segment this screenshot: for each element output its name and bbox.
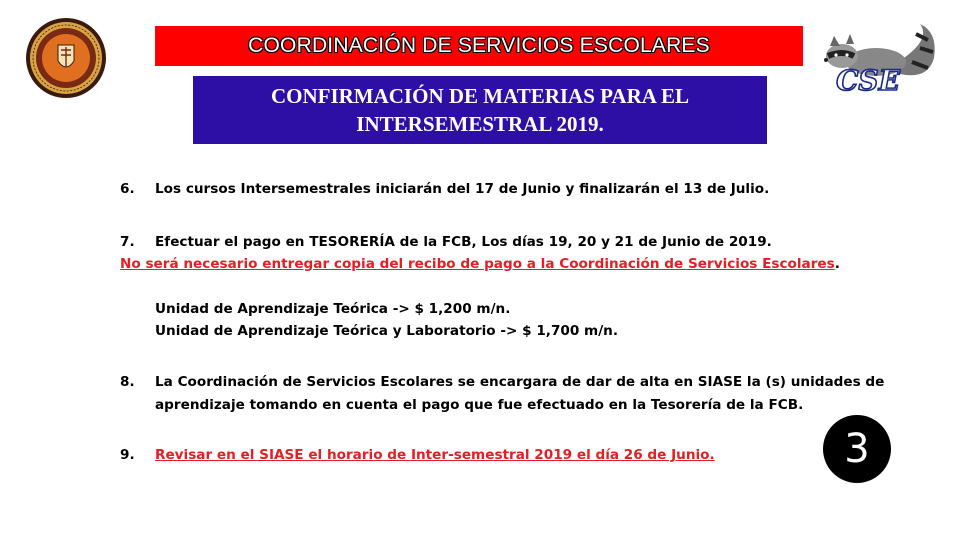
item-7-note-row <box>120 256 840 272</box>
item-9-text: Revisar en el SIASE el horario de Inter-semestral 2019 el día 26 de Junio. <box>155 447 715 463</box>
item-8-number: 8. <box>120 374 135 390</box>
item-7-number: 7. <box>120 234 135 250</box>
item-6-number: 6. <box>120 181 135 197</box>
page-title: COORDINACIÓN DE SERVICIOS ESCOLARES <box>248 34 710 57</box>
item-6-text: Los cursos Intersemestrales iniciarán del 17 de Junio y finalizarán el 13 de Julio. <box>155 181 770 197</box>
item-7-text: Efectuar el pago en TESORERÍA de la FCB, Los días 19, 20 y 21 de Junio de 2019. <box>155 234 772 250</box>
item-7-note-end: . <box>834 256 840 272</box>
subtitle-line-1: CONFIRMACIÓN DE MATERIAS PARA EL <box>270 84 690 108</box>
subtitle-line-2: INTERSEMESTRAL 2019. <box>356 112 604 136</box>
price-theory-lab: Unidad de Aprendizaje Teórica y Laboratorio -> $ 1,700 m/n. <box>155 323 619 339</box>
page-number-badge: 3 <box>823 415 891 483</box>
item-9-number: 9. <box>120 447 135 463</box>
logo-text: CSE <box>836 64 900 97</box>
item-8-line-1: La Coordinación de Servicios Escolares se encargara de dar de alta en SIASE la (s) unidades de <box>155 374 885 390</box>
item-8-line-2: aprendizaje tomando en cuenta el pago que fue efectuado en la Tesorería de la FCB. <box>155 397 804 413</box>
price-theory: Unidad de Aprendizaje Teórica -> $ 1,200 m/n. <box>155 301 511 317</box>
item-7-note: No será necesario entregar copia del recibo de pago a la Coordinación de Servicios Escolares <box>120 256 835 272</box>
